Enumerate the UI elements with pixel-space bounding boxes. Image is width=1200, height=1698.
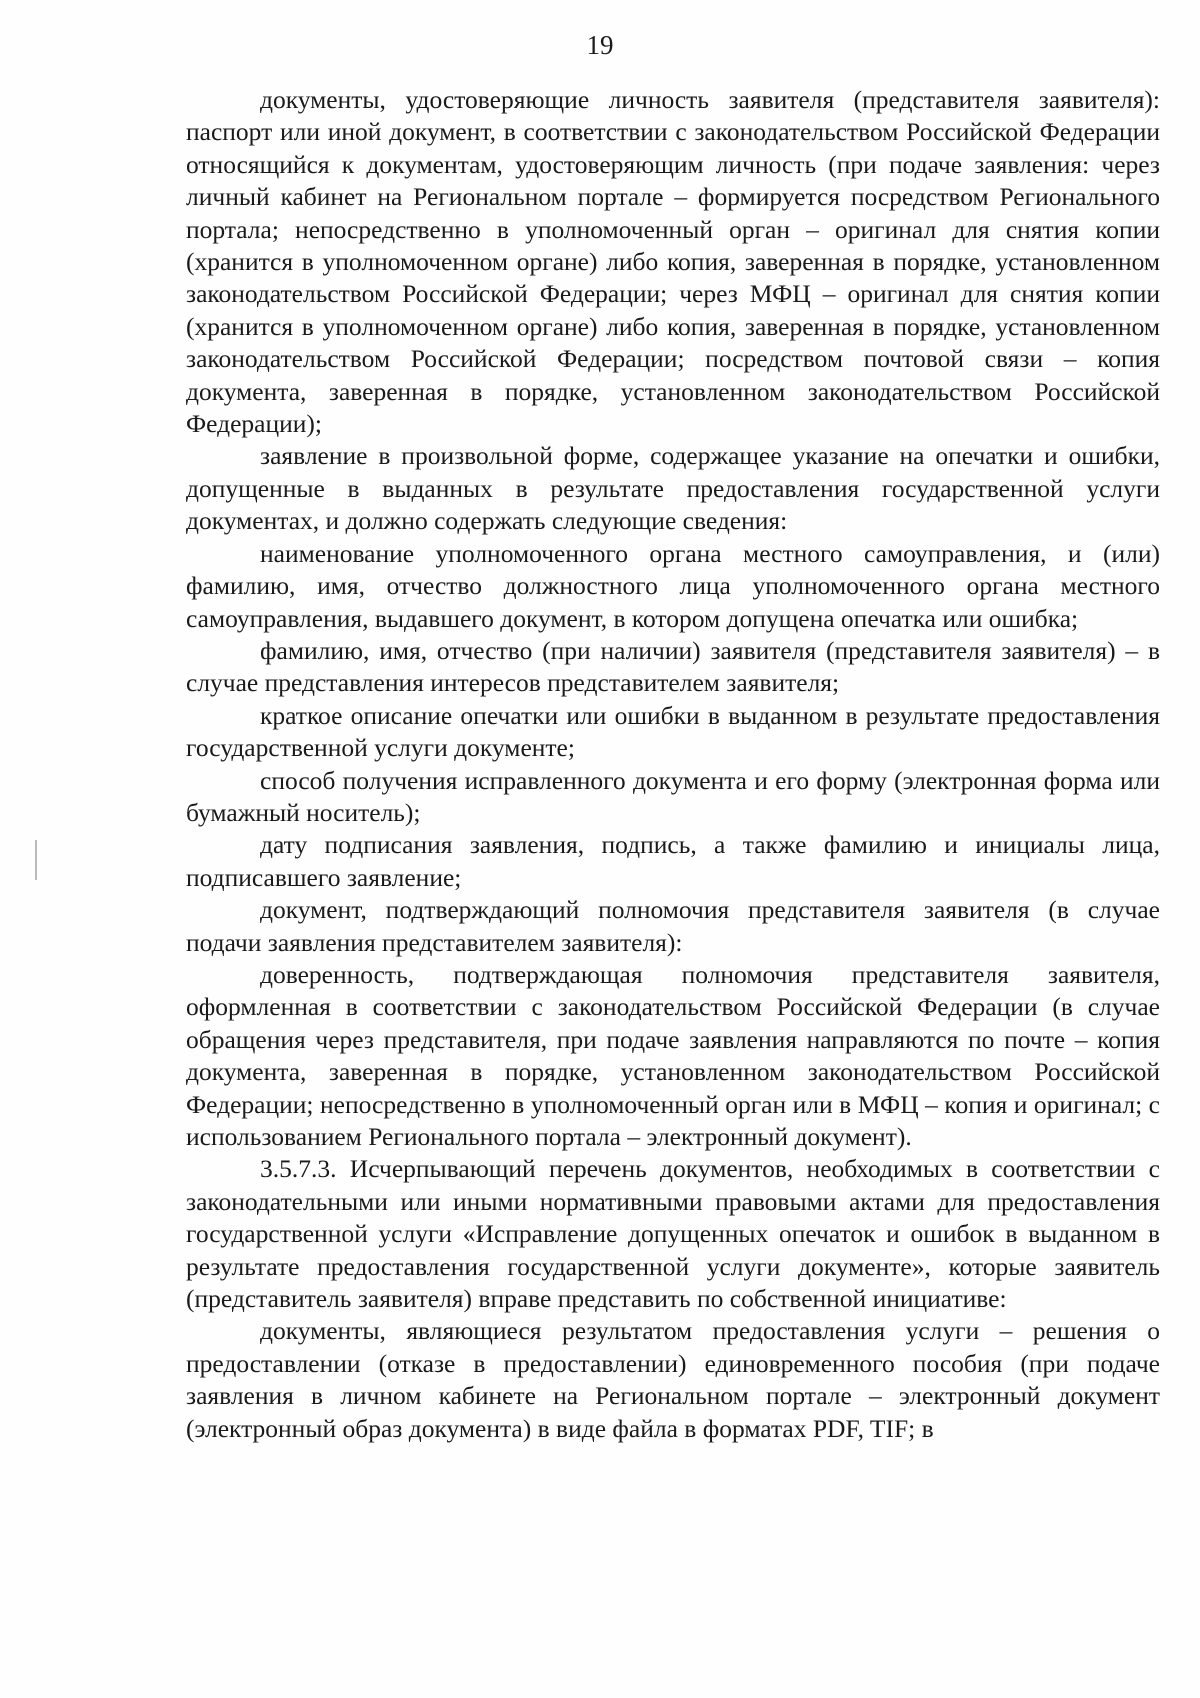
margin-scan-mark — [35, 840, 37, 880]
paragraph-application-form: заявление в произвольной форме, содержащее указание на опечатки и ошибки, допущенные в выданных в результате предоставления государственной услуги документах, и должно содержать следующие сведения: — [186, 441, 1160, 536]
paragraph-result-documents: документы, являющиеся результатом предоставления услуги – решения о предоставлении (отказе в предоставлении) единовременного пособия (при подаче заявления в личном кабинете на Региональном портале – электронный документ (электронный образ документа) в виде файла в форматах PDF, TIF; в — [186, 1316, 1160, 1443]
paragraph-applicant-name: фамилию, имя, отчество (при наличии) заявителя (представителя заявителя) – в случае представления интересов представителем заявителя; — [186, 635, 1160, 698]
paragraph-representative-authority: документ, подтверждающий полномочия представителя заявителя (в случае подачи заявления представителем заявителя): — [186, 895, 1160, 957]
paragraph-delivery-method: способ получения исправленного документа и его форму (электронная форма или бумажный носитель); — [186, 765, 1160, 827]
paragraph-identity-documents: документы, удостоверяющие личность заявителя (представителя заявителя): паспорт или иной документ, в соответствии с законодательством Российской Федерации относящийся к документам, удостоверяющим личность (при подаче заявления: через личный кабинет на Региональном портале – формируется посредством Регионального портала; непосредственно в уполномоченный орган – оригинал для снятия копии (хранится в уполномоченном органе) либо копия, заверенная в порядке, установленном законодательством Российской Федерации; через МФЦ – оригинал для снятия копии (хранится в уполномоченном органе) либо копия, заверенная в порядке, установленном законодательством Российской Федерации; посредством почтовой связи – копия документа, заверенная в порядке, установленном законодательством Российской Федерации); — [186, 85, 1160, 439]
paragraph-error-description: краткое описание опечатки или ошибки в выданном в результате предоставления государственной услуги документе; — [186, 700, 1160, 763]
paragraph-power-of-attorney: доверенность, подтверждающая полномочия представителя заявителя, оформленная в соответствии с законодательством Российской Федерации (в случае обращения через представителя, при подаче заявления направляются по почте – копия документа, заверенная в порядке, установленном законодательством Российской Федерации; непосредственно в уполномоченный орган или в МФЦ – копия и оригинал; с использованием Регионального портала – электронный документ). — [186, 959, 1160, 1151]
paragraph-section-3-5-7-3: 3.5.7.3. Исчерпывающий перечень документов, необходимых в соответствии с законодательными или иными нормативными правовыми актами для предоставления государственной услуги «Исправление допущенных опечаток и ошибок в выданном в результате предоставления государственной услуги документе», которые заявитель (представитель заявителя) вправе представить по собственной инициативе: — [186, 1154, 1160, 1314]
paragraph-authority-name: наименование уполномоченного органа местного самоуправления, и (или) фамилию, имя, отчество должностного лица уполномоченного органа местного самоуправления, выдавшего документ, в котором допущена опечатка или ошибка; — [186, 538, 1160, 633]
page-number: 19 — [586, 30, 614, 60]
body-text — [186, 84, 1160, 1445]
paragraph-signature-date: дату подписания заявления, подпись, а также фамилию и инициалы лица, подписавшего заявление; — [186, 830, 1160, 892]
